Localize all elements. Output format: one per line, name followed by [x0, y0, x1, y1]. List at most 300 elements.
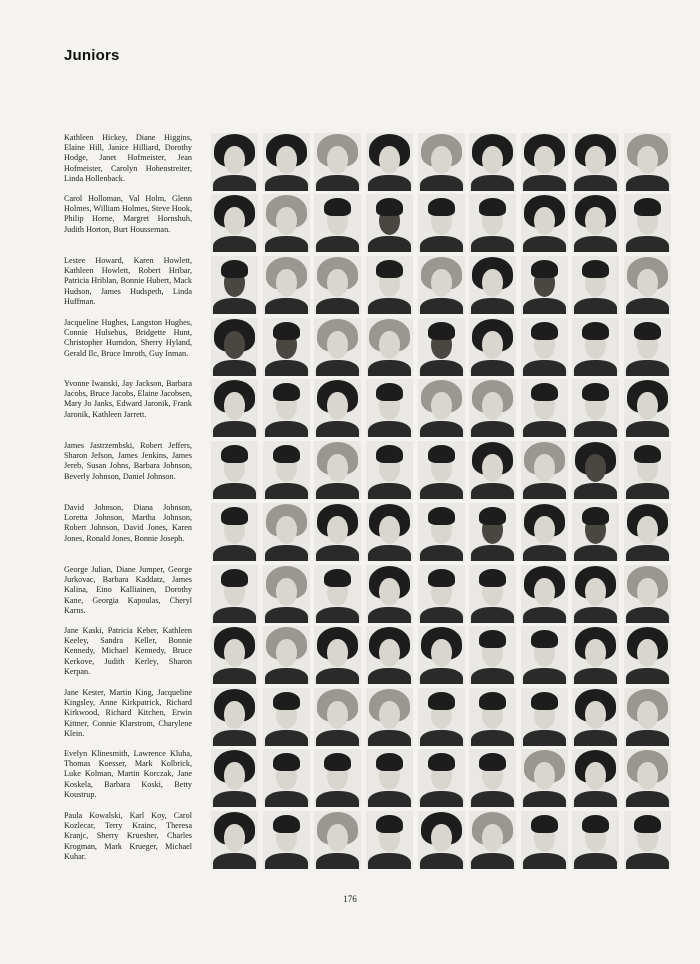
portrait-hair — [273, 445, 300, 463]
portrait-body — [471, 360, 514, 376]
portrait-body — [523, 175, 566, 191]
portrait-face — [431, 392, 452, 420]
caption-names: George Julian, Diane Jumper, George Jurkovac, Barbara Kaddatz, James Kalina, Eino Kalliainen, Dorothy Kane, Georgia Kapoulas, Cheryl Karns. — [64, 565, 192, 615]
student-portrait — [211, 565, 258, 623]
portrait-body — [420, 298, 463, 314]
portrait-hair — [479, 753, 506, 771]
student-portrait — [366, 565, 413, 623]
student-portrait — [624, 503, 671, 561]
portrait-hair — [324, 753, 351, 771]
portrait-body — [574, 360, 617, 376]
portrait-hair — [479, 198, 506, 216]
portrait-face — [431, 146, 452, 174]
portrait-face — [637, 578, 658, 606]
portrait-face — [585, 578, 606, 606]
portrait-face — [534, 516, 555, 544]
portrait-body — [420, 483, 463, 499]
student-portrait — [624, 688, 671, 746]
portrait-body — [626, 175, 669, 191]
portrait-body — [316, 175, 359, 191]
portrait-hair — [324, 198, 351, 216]
portrait-face — [276, 639, 297, 667]
portrait-body — [265, 298, 308, 314]
portrait-body — [523, 730, 566, 746]
portrait-body — [523, 853, 566, 869]
student-portrait — [521, 133, 568, 191]
portrait-body — [471, 791, 514, 807]
student-portrait — [469, 318, 516, 376]
portrait-hair — [479, 692, 506, 710]
portrait-body — [368, 236, 411, 252]
portrait-hair — [221, 260, 248, 278]
portrait-body — [368, 421, 411, 437]
portrait-body — [523, 607, 566, 623]
student-portrait — [521, 749, 568, 807]
portrait-body — [523, 668, 566, 684]
portrait-row — [0, 379, 700, 439]
student-portrait — [418, 256, 465, 314]
student-portrait — [624, 626, 671, 684]
portrait-body — [523, 421, 566, 437]
portrait-hair — [531, 815, 558, 833]
portrait-face — [224, 639, 245, 667]
student-portrait — [572, 379, 619, 437]
portrait-body — [471, 607, 514, 623]
caption-names: Carol Holloman, Val Holm, Glenn Holmes, William Holmes, Steve Hook, Philip Horne, Margret Hornshuh, Judith Horton, Burt Housseman. — [64, 194, 193, 234]
student-portrait — [211, 688, 258, 746]
portrait-face — [276, 146, 297, 174]
portrait-hair — [376, 260, 403, 278]
portrait-face — [224, 331, 245, 359]
portrait-face — [585, 207, 606, 235]
student-portrait — [211, 194, 258, 252]
portrait-body — [420, 607, 463, 623]
student-portrait — [469, 688, 516, 746]
portrait-hair — [634, 322, 661, 340]
student-portrait — [211, 133, 258, 191]
student-portrait — [418, 441, 465, 499]
student-portrait — [263, 688, 310, 746]
portrait-hair — [428, 445, 455, 463]
portrait-body — [265, 791, 308, 807]
portrait-body — [368, 483, 411, 499]
student-portrait — [418, 565, 465, 623]
portrait-strip — [211, 318, 671, 378]
portrait-body — [471, 668, 514, 684]
portrait-hair — [634, 445, 661, 463]
portrait-body — [626, 483, 669, 499]
portrait-hair — [428, 198, 455, 216]
portrait-face — [637, 146, 658, 174]
portrait-face — [379, 146, 400, 174]
portrait-body — [213, 483, 256, 499]
portrait-body — [574, 853, 617, 869]
student-portrait — [314, 379, 361, 437]
portrait-hair — [479, 569, 506, 587]
portrait-face — [224, 762, 245, 790]
portrait-body — [213, 298, 256, 314]
portrait-body — [316, 421, 359, 437]
portrait-body — [523, 791, 566, 807]
portrait-face — [585, 762, 606, 790]
portrait-body — [213, 607, 256, 623]
portrait-body — [265, 668, 308, 684]
caption-names: Paula Kowalski, Karl Koy, Carol Kozlecar, Terry Krainc, Theresa Kranjc, Sherry Kruesher, Charles Krogman, Mark Krueger, Michael Kuhar. — [64, 811, 192, 861]
student-portrait — [263, 194, 310, 252]
portrait-face — [379, 639, 400, 667]
portrait-hair — [221, 445, 248, 463]
portrait-strip — [211, 256, 671, 316]
portrait-body — [471, 483, 514, 499]
portrait-body — [626, 298, 669, 314]
portrait-body — [420, 853, 463, 869]
student-portrait — [366, 503, 413, 561]
student-portrait — [314, 318, 361, 376]
portrait-hair — [531, 692, 558, 710]
portrait-body — [471, 175, 514, 191]
portrait-body — [316, 236, 359, 252]
portrait-body — [213, 730, 256, 746]
portrait-body — [420, 236, 463, 252]
portrait-body — [316, 730, 359, 746]
portrait-body — [420, 791, 463, 807]
student-portrait — [314, 688, 361, 746]
portrait-face — [276, 578, 297, 606]
portrait-body — [626, 791, 669, 807]
portrait-body — [471, 298, 514, 314]
portrait-body — [420, 668, 463, 684]
portrait-face — [276, 207, 297, 235]
portrait-row — [0, 688, 700, 748]
portrait-face — [379, 331, 400, 359]
student-portrait — [521, 318, 568, 376]
portrait-hair — [324, 569, 351, 587]
student-portrait — [521, 256, 568, 314]
student-portrait — [624, 318, 671, 376]
portrait-row — [0, 441, 700, 501]
section-title: Juniors — [64, 47, 120, 64]
student-portrait — [366, 256, 413, 314]
portrait-body — [523, 483, 566, 499]
portrait-hair — [376, 445, 403, 463]
student-portrait — [263, 749, 310, 807]
portrait-face — [379, 578, 400, 606]
student-portrait — [263, 503, 310, 561]
student-portrait — [572, 133, 619, 191]
portrait-body — [574, 607, 617, 623]
student-portrait — [572, 565, 619, 623]
portrait-body — [316, 545, 359, 561]
student-portrait — [572, 626, 619, 684]
portrait-face — [327, 454, 348, 482]
student-portrait — [366, 194, 413, 252]
portrait-face — [327, 824, 348, 852]
portrait-body — [420, 421, 463, 437]
portrait-body — [265, 360, 308, 376]
portrait-face — [327, 269, 348, 297]
portrait-row — [0, 133, 700, 193]
student-portrait — [624, 441, 671, 499]
portrait-face — [482, 269, 503, 297]
caption-names: Jane Kester, Martin King, Jacqueline Kingsley, Anne Kirkpatrick, Richard Kirkwood, Richard Kitchen, Erwin Kittner, Connie Klarstrom, Charylene Klein. — [64, 688, 192, 738]
portrait-body — [574, 545, 617, 561]
portrait-face — [431, 269, 452, 297]
portrait-row — [0, 811, 700, 871]
student-portrait — [314, 441, 361, 499]
student-portrait — [366, 626, 413, 684]
portrait-face — [224, 392, 245, 420]
portrait-strip — [211, 194, 671, 254]
portrait-body — [316, 791, 359, 807]
portrait-hair — [376, 383, 403, 401]
student-portrait — [314, 565, 361, 623]
portrait-face — [224, 824, 245, 852]
student-portrait — [572, 256, 619, 314]
student-portrait — [469, 749, 516, 807]
portrait-face — [585, 639, 606, 667]
student-portrait — [418, 626, 465, 684]
portrait-face — [327, 392, 348, 420]
portrait-face — [482, 331, 503, 359]
student-portrait — [263, 256, 310, 314]
student-portrait — [211, 441, 258, 499]
portrait-hair — [376, 815, 403, 833]
student-portrait — [572, 749, 619, 807]
portrait-hair — [428, 753, 455, 771]
student-portrait — [263, 565, 310, 623]
portrait-strip — [211, 379, 671, 439]
caption-names: Jacqueline Hughes, Langston Hughes, Connie Hulsebus, Bridgette Hunt, Christopher Hurndon, Sherry Hyland, Gerald Ilc, Bruce Imroth, Guy Inman. — [64, 318, 192, 358]
portrait-hair — [428, 569, 455, 587]
student-portrait — [418, 503, 465, 561]
portrait-hair — [428, 322, 455, 340]
student-portrait — [624, 133, 671, 191]
student-portrait — [418, 749, 465, 807]
portrait-body — [316, 607, 359, 623]
portrait-body — [523, 360, 566, 376]
portrait-hair — [428, 692, 455, 710]
portrait-body — [265, 236, 308, 252]
student-portrait — [521, 194, 568, 252]
portrait-strip — [211, 441, 671, 501]
portrait-body — [574, 175, 617, 191]
portrait-body — [213, 853, 256, 869]
student-portrait — [366, 441, 413, 499]
portrait-body — [626, 360, 669, 376]
student-portrait — [314, 811, 361, 869]
portrait-face — [224, 146, 245, 174]
portrait-body — [316, 360, 359, 376]
portrait-body — [471, 421, 514, 437]
portrait-hair — [273, 383, 300, 401]
student-portrait — [521, 503, 568, 561]
student-portrait — [211, 256, 258, 314]
student-portrait — [572, 503, 619, 561]
portrait-face — [482, 454, 503, 482]
student-portrait — [366, 318, 413, 376]
student-portrait — [469, 441, 516, 499]
student-portrait — [263, 441, 310, 499]
student-portrait — [418, 688, 465, 746]
portrait-body — [471, 545, 514, 561]
student-portrait — [469, 379, 516, 437]
portrait-hair — [221, 569, 248, 587]
caption-names: Kathleen Hickey, Diane Higgins, Elaine Hill, Janice Hilliard, Dorothy Hodge, Janet Hofmeister, Jean Hofmeister, Carolyn Hohenstreiter, Linda Hollenback. — [64, 133, 192, 183]
portrait-body — [265, 483, 308, 499]
portrait-body — [523, 545, 566, 561]
student-portrait — [366, 688, 413, 746]
portrait-body — [368, 545, 411, 561]
portrait-face — [431, 824, 452, 852]
portrait-strip — [211, 626, 671, 686]
portrait-face — [482, 146, 503, 174]
student-portrait — [469, 626, 516, 684]
student-portrait — [469, 256, 516, 314]
portrait-hair — [582, 383, 609, 401]
student-portrait — [366, 749, 413, 807]
student-portrait — [521, 441, 568, 499]
student-portrait — [366, 379, 413, 437]
portrait-face — [534, 454, 555, 482]
portrait-body — [574, 483, 617, 499]
portrait-body — [574, 421, 617, 437]
portrait-hair — [273, 692, 300, 710]
portrait-face — [224, 207, 245, 235]
portrait-face — [327, 331, 348, 359]
portrait-hair — [634, 198, 661, 216]
portrait-face — [276, 269, 297, 297]
caption-names: Yvonne Iwanski, Jay Jackson, Barbara Jacobs, Bruce Jacobs, Elaine Jacobsen, Mary Jo Janks, Edward Jaronik, Frank Jaronik, Kathleen Jarrett. — [64, 379, 193, 419]
portrait-hair — [376, 753, 403, 771]
portrait-hair — [634, 815, 661, 833]
student-portrait — [469, 503, 516, 561]
portrait-hair — [531, 260, 558, 278]
portrait-body — [368, 175, 411, 191]
student-portrait — [624, 749, 671, 807]
student-portrait — [314, 503, 361, 561]
student-portrait — [314, 626, 361, 684]
student-portrait — [624, 379, 671, 437]
portrait-body — [420, 545, 463, 561]
student-portrait — [469, 194, 516, 252]
portrait-hair — [582, 322, 609, 340]
student-portrait — [263, 379, 310, 437]
portrait-body — [316, 853, 359, 869]
portrait-body — [213, 545, 256, 561]
portrait-hair — [531, 322, 558, 340]
portrait-face — [482, 392, 503, 420]
student-portrait — [366, 133, 413, 191]
portrait-hair — [479, 507, 506, 525]
student-portrait — [521, 626, 568, 684]
student-portrait — [314, 256, 361, 314]
portrait-body — [368, 607, 411, 623]
portrait-face — [585, 701, 606, 729]
portrait-body — [523, 236, 566, 252]
portrait-body — [316, 483, 359, 499]
portrait-hair — [376, 198, 403, 216]
portrait-strip — [211, 811, 671, 871]
portrait-face — [585, 146, 606, 174]
portrait-face — [534, 578, 555, 606]
student-portrait — [521, 688, 568, 746]
student-portrait — [572, 688, 619, 746]
portrait-body — [523, 298, 566, 314]
portrait-body — [368, 853, 411, 869]
portrait-body — [265, 545, 308, 561]
student-portrait — [521, 565, 568, 623]
student-portrait — [469, 565, 516, 623]
portrait-body — [368, 298, 411, 314]
student-portrait — [624, 194, 671, 252]
portrait-body — [471, 236, 514, 252]
portrait-body — [420, 360, 463, 376]
portrait-body — [574, 730, 617, 746]
portrait-hair — [582, 260, 609, 278]
portrait-body — [265, 853, 308, 869]
portrait-hair — [273, 815, 300, 833]
portrait-face — [637, 516, 658, 544]
portrait-face — [379, 516, 400, 544]
portrait-hair — [479, 630, 506, 648]
portrait-face — [637, 269, 658, 297]
portrait-hair — [273, 322, 300, 340]
portrait-body — [420, 175, 463, 191]
portrait-row — [0, 565, 700, 625]
portrait-row — [0, 626, 700, 686]
portrait-hair — [582, 507, 609, 525]
portrait-body — [368, 360, 411, 376]
student-portrait — [572, 441, 619, 499]
caption-names: James Jastrzembski, Robert Jeffers, Sharon Jefson, James Jenkins, James Jereb, Susan Johns, Barbara Johnson, Beverly Johnson, Daniel Johnson. — [64, 441, 192, 481]
student-portrait — [314, 194, 361, 252]
portrait-body — [213, 421, 256, 437]
portrait-body — [265, 607, 308, 623]
portrait-body — [471, 853, 514, 869]
portrait-face — [637, 639, 658, 667]
student-portrait — [211, 379, 258, 437]
portrait-body — [316, 298, 359, 314]
portrait-hair — [582, 815, 609, 833]
portrait-face — [585, 454, 606, 482]
portrait-body — [626, 545, 669, 561]
portrait-strip — [211, 503, 671, 563]
portrait-face — [637, 392, 658, 420]
student-portrait — [418, 133, 465, 191]
portrait-body — [626, 730, 669, 746]
student-portrait — [263, 811, 310, 869]
portrait-face — [482, 824, 503, 852]
caption-names: Lestee Howard, Karen Howlett, Kathleen Howlett, Robert Hribar, Patricia Hriblan, Bonnie Hubert, Mack Hudson, James Hudspeth, Linda Huffman. — [64, 256, 192, 306]
portrait-face — [637, 701, 658, 729]
student-portrait — [624, 256, 671, 314]
portrait-face — [224, 701, 245, 729]
portrait-face — [534, 762, 555, 790]
portrait-strip — [211, 749, 671, 809]
portrait-body — [574, 668, 617, 684]
portrait-body — [265, 421, 308, 437]
caption-names: Evelyn Klinesmith, Lawrence Kluha, Thomas Koesser, Mark Kolbrick, Luke Kolman, Martin Korczak, Jane Koskela, Barbara Koski, Betty Koustrup. — [64, 749, 192, 799]
caption-names: Jane Kaski, Patricia Keber, Kathleen Keeley, Sandra Keller, Bonnie Kennedy, Michael Kennedy, Bruce Kerkove, Judith Kerley, Sharon Kerpan. — [64, 626, 192, 676]
portrait-body — [265, 175, 308, 191]
portrait-row — [0, 503, 700, 563]
portrait-body — [213, 360, 256, 376]
portrait-face — [534, 146, 555, 174]
portrait-body — [316, 668, 359, 684]
portrait-body — [420, 730, 463, 746]
page-number: 176 — [343, 894, 357, 904]
portrait-row — [0, 194, 700, 254]
